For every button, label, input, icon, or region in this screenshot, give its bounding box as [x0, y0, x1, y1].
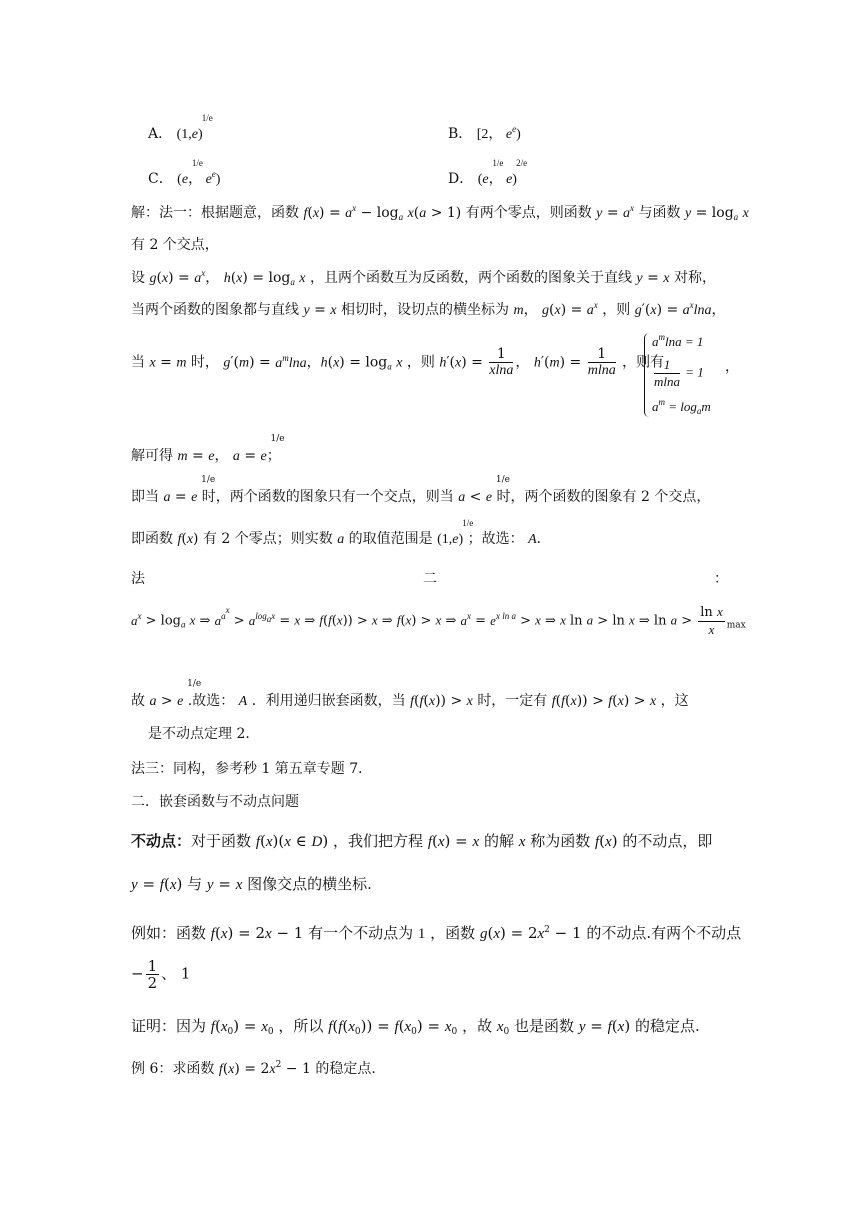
text: 的取值范围是 — [348, 531, 433, 547]
text: 的稳定点. — [315, 1061, 376, 1077]
solution-line-6: 解可得 m = e， a = e 1/e ； — [131, 434, 285, 464]
system-eq-3: $a^m = \log_am$ — [652, 397, 711, 416]
text: 时， — [190, 354, 219, 371]
text: 、 1 — [161, 964, 191, 983]
option-c — [148, 158, 221, 188]
option-c-label: C． — [148, 171, 173, 187]
text: ；故选： — [467, 531, 524, 547]
text: ．利用递归嵌套函数，当 — [251, 693, 406, 709]
text: 当 — [131, 354, 145, 371]
text: 与 — [187, 875, 203, 893]
method-2-label-a: 法 — [131, 571, 145, 587]
text: 时，两个函数的图象只有一个交点，则当 — [201, 489, 454, 505]
text: 对于函数 — [191, 832, 252, 850]
text: 有一个不动点为 — [308, 924, 414, 942]
text: 相切时，设切点的横坐标为 — [340, 302, 509, 318]
text: ，我们把方程 — [333, 832, 424, 850]
text: 证明：因为 — [131, 1017, 207, 1035]
section-heading: 二．嵌套函数与不动点问题 — [131, 794, 299, 810]
text: 的不动点.有两个不动点 — [586, 924, 742, 942]
option-d-value: (e 1/e ， e 2/e ) — [477, 158, 528, 187]
solution-line-7: 即当 a = e 1/e 时，两个函数的图象只有一个交点，则当 a < e 1/e 时，两个函数的图象有 2 个交点， — [131, 475, 711, 505]
text: 也是函数 — [514, 1017, 575, 1035]
text: ，故 — [462, 1017, 493, 1035]
method-2-label-c: ： — [714, 571, 728, 587]
text: ，所以 — [278, 1017, 324, 1035]
text: 时，两个函数的图象有 2 个交点， — [496, 489, 711, 505]
example-line: 例如：函数 f(x) = 2x − 1 有一个不动点为 1 ，函数 $g(x) = 2x^2 - 1$ 的不动点.有两个不动点 — [131, 924, 742, 942]
option-a — [148, 113, 213, 143]
solution-chain: $a^x > \log_a x$ ⇒ $a^{a^x} > a^{log_ax} = x$ ⇒ f(f(x)) > x ⇒ f(x) > x ⇒ $a^x = e^{x ln a} > x$ ⇒ x ln a > ln x ⇒ ln a > $\frac{\text{ln x}}{x}$ $_{max}$ — [131, 604, 746, 637]
text: .故选： — [187, 693, 235, 709]
system-brace — [644, 333, 649, 417]
example-values: − $\frac{1}{2}$ 、 1 — [131, 957, 191, 992]
text: 例如：函数 — [131, 924, 207, 942]
text: 故 — [131, 693, 145, 709]
system-eq-1: $a^m\ln a = 1$ — [652, 332, 704, 349]
text: 称为函数 — [530, 832, 591, 850]
fixed-point-definition: 不动点：对于函数 f(x)(x ∈ D) ，我们把方程 f(x) = x 的解 x 称为函数 f(x) 的不动点，即 — [131, 832, 713, 850]
option-d-label: D． — [448, 171, 474, 187]
option-b — [448, 123, 521, 143]
text: 即当 — [131, 489, 159, 505]
text: 解：法一：根据题意，函数 — [131, 205, 299, 221]
text: 的不动点，即 — [622, 832, 713, 850]
text: ，函数 — [430, 924, 476, 942]
text: 的解 — [483, 832, 514, 850]
proof-line: 证明：因为 $f(x_0) = x_0$ ，所以 $f(f(x_0)) = f(x_0) = x_0$ ，故 $x_0$ 也是函数 y = f(x) 的稳定点. — [131, 1017, 700, 1037]
option-a-label: A． — [148, 126, 173, 142]
text: ，且两个函数互为反函数，两个函数的图象关于直线 — [309, 270, 632, 286]
option-b-label: B． — [448, 126, 473, 142]
text: 设 — [131, 270, 145, 286]
text: ，则 — [602, 302, 631, 318]
solution-line-2: 有 2 个交点， — [131, 237, 219, 253]
text: 当两个函数的图象都与直线 — [131, 302, 299, 318]
option-b-value: [2， $e^e$) — [476, 124, 521, 142]
option-c-value: (e 1/e ， $e^e$) — [177, 158, 221, 187]
system-eq-2: $\frac{1}{mlna}$ = 1 — [654, 357, 704, 389]
fixed-point-definition-2: y = f(x) 与 y = x 图像交点的横坐标. — [131, 875, 372, 893]
solution-line-10: 故 a > e 1/e .故选： A ．利用递归嵌套函数，当 f(f(x)) > x 时，一定有 f(f(x)) > f(x) > x ，这 — [131, 679, 689, 709]
solution-line-1: 解：法一：根据题意，函数 $f(x) = a^x - \log_a x(a > 1)$ 有两个零点，则函数 $y = a^x$ 与函数 $y = \log_a x$ — [131, 203, 749, 222]
text: 时，一定有 — [477, 693, 548, 709]
method-2-label-b: 二 — [423, 571, 437, 587]
text: 与函数 — [638, 205, 681, 221]
text: 图像交点的横坐标. — [247, 875, 372, 893]
solution-line-4: 当两个函数的图象都与直线 y = x 相切时，设切点的横坐标为 m， $g(x) = a^x$ ，则 $g'(x) = a^x\ln a$， — [131, 300, 726, 318]
option-d — [448, 158, 528, 188]
solution-line-11: 是不动点定理 2． — [148, 726, 260, 742]
solution-line-5: 当 x = m 时， $g'(m) = a^m\ln a$，$h(x) = \log_a x$ ，则 h′(x) = $\frac{1}{xlna}$ ， h′(m) = $\frac{1}{mlna}$ ，则有 — [131, 346, 665, 378]
solution-line-3: 设 $g(x) = a^x$， $h(x) = \log_a x$ ，且两个函数互为反函数，两个函数的图象关于直线 y = x 对称， — [131, 268, 716, 287]
text: 不动点： — [131, 832, 192, 850]
text: 的稳定点. — [634, 1017, 700, 1035]
option-a-value: (1,e 1/e ) — [176, 113, 213, 142]
example-6: 例 6：求函数 $f(x) = 2x^2 - 1$ 的稳定点. — [131, 1060, 376, 1077]
text: 有 2 个零点；则实数 — [202, 531, 333, 547]
text: 例 6：求函数 — [131, 1061, 215, 1077]
method-3-line: 法三：同构，参考秒 1 第五章专题 7． — [131, 761, 373, 777]
text: ，则 — [406, 354, 435, 371]
text: ，这 — [660, 693, 689, 709]
text: 有两个零点，则函数 — [465, 205, 592, 221]
solution-line-8: 即函数 f(x) 有 2 个零点；则实数 a 的取值范围是 (1,e 1/e ) ；故选： A． — [131, 518, 551, 547]
text: 对称， — [673, 270, 716, 286]
system-comma: ， — [725, 359, 739, 375]
text: 解可得 — [131, 448, 173, 464]
text: 即函数 — [131, 531, 173, 547]
text: ，则有 — [622, 354, 665, 371]
